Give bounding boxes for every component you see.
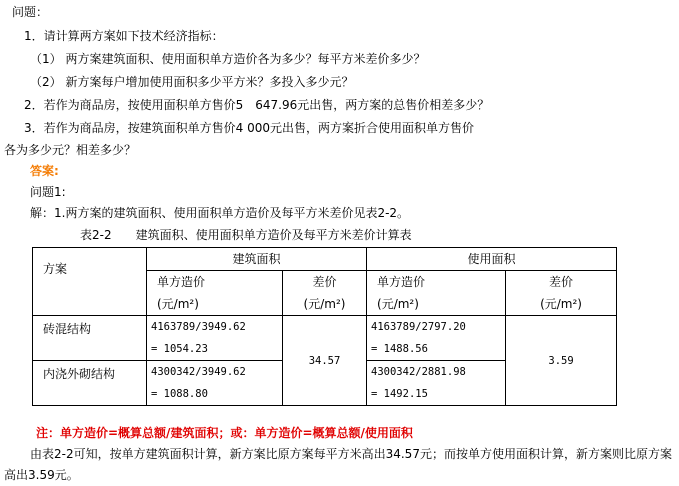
- usable-diff-value: 3.59: [506, 316, 617, 406]
- question-3-line2: 各为多少元？相差多少？: [4, 143, 137, 157]
- question-1: 1．请计算两方案如下技术经济指标：: [24, 29, 224, 43]
- usable-result: = 1488.56: [371, 343, 428, 355]
- question-2: 2．若作为商品房，按使用面积单方售价5 647.96元出售，两方案的总售价相差多少？: [24, 98, 490, 112]
- building-diff-value: 34.57: [283, 316, 367, 406]
- header-usable-unit-cost-unit: (元/m²): [377, 297, 419, 311]
- header-building-unit-cost: [147, 271, 283, 316]
- table-caption: 表2-2 建筑面积、使用面积单方造价及每平方米差价计算表: [80, 228, 412, 242]
- question-1-1: （1） 两方案建筑面积、使用面积单方造价各为多少？每平方米差价多少？: [30, 52, 426, 66]
- header-usable-unit-cost: [367, 271, 506, 316]
- header-building-diff: [283, 271, 367, 316]
- conclusion-line2: 高出3.59元。: [4, 468, 79, 482]
- answer-label: 答案:: [30, 164, 59, 178]
- table-row: [33, 316, 617, 361]
- row-name: 内浇外砌结构: [33, 361, 147, 406]
- usable-result: = 1492.15: [371, 388, 428, 400]
- building-formula: 4163789/3949.62: [151, 321, 246, 333]
- header-building-area: 建筑面积: [147, 248, 367, 271]
- header-usable-diff-label: 差价: [549, 275, 574, 289]
- row-name: 砖混结构: [33, 316, 147, 361]
- usable-cost-cell: [367, 361, 506, 406]
- question-3-line1: 3．若作为商品房，按建筑面积单方售价4 000元出售，两方案折合使用面积单方售价: [24, 121, 474, 135]
- header-usable-area: 使用面积: [367, 248, 617, 271]
- building-result: = 1054.23: [151, 343, 208, 355]
- building-cost-cell: [147, 316, 283, 361]
- building-result: = 1088.80: [151, 388, 208, 400]
- header-building-unit-cost-unit: (元/m²): [157, 297, 199, 311]
- header-building-diff-unit: (元/m²): [303, 297, 346, 311]
- cost-table: [32, 247, 617, 406]
- conclusion-line1: 由表2-2可知，按单方建筑面积计算，新方案比原方案每平方米高出34.57元；而按单方使用面积计算，新方案则比原方案: [30, 447, 672, 461]
- header-building-unit-cost-label: 单方造价: [157, 275, 206, 289]
- question-1-2: （2） 新方案每户增加使用面积多少平方米？多投入多少元？: [30, 75, 354, 89]
- header-usable-unit-cost-label: 单方造价: [377, 275, 426, 289]
- question-header: 问题：: [12, 5, 49, 19]
- building-cost-cell: [147, 361, 283, 406]
- header-usable-diff: [506, 271, 617, 316]
- usable-cost-cell: [367, 316, 506, 361]
- header-building-diff-label: 差价: [312, 275, 337, 289]
- header-usable-diff-unit: (元/m²): [540, 297, 582, 311]
- usable-formula: 4163789/2797.20: [371, 321, 466, 333]
- formula-note: 注：单方造价=概算总额/建筑面积；或：单方造价=概算总额/使用面积: [36, 426, 413, 440]
- solution-intro: 解：1.两方案的建筑面积、使用面积单方造价及每平方米差价见表2-2。: [30, 206, 410, 220]
- problem-1-label: 问题1:: [30, 185, 66, 199]
- header-scheme: 方案: [33, 248, 147, 316]
- usable-formula: 4300342/2881.98: [371, 366, 466, 378]
- building-formula: 4300342/3949.62: [151, 366, 246, 378]
